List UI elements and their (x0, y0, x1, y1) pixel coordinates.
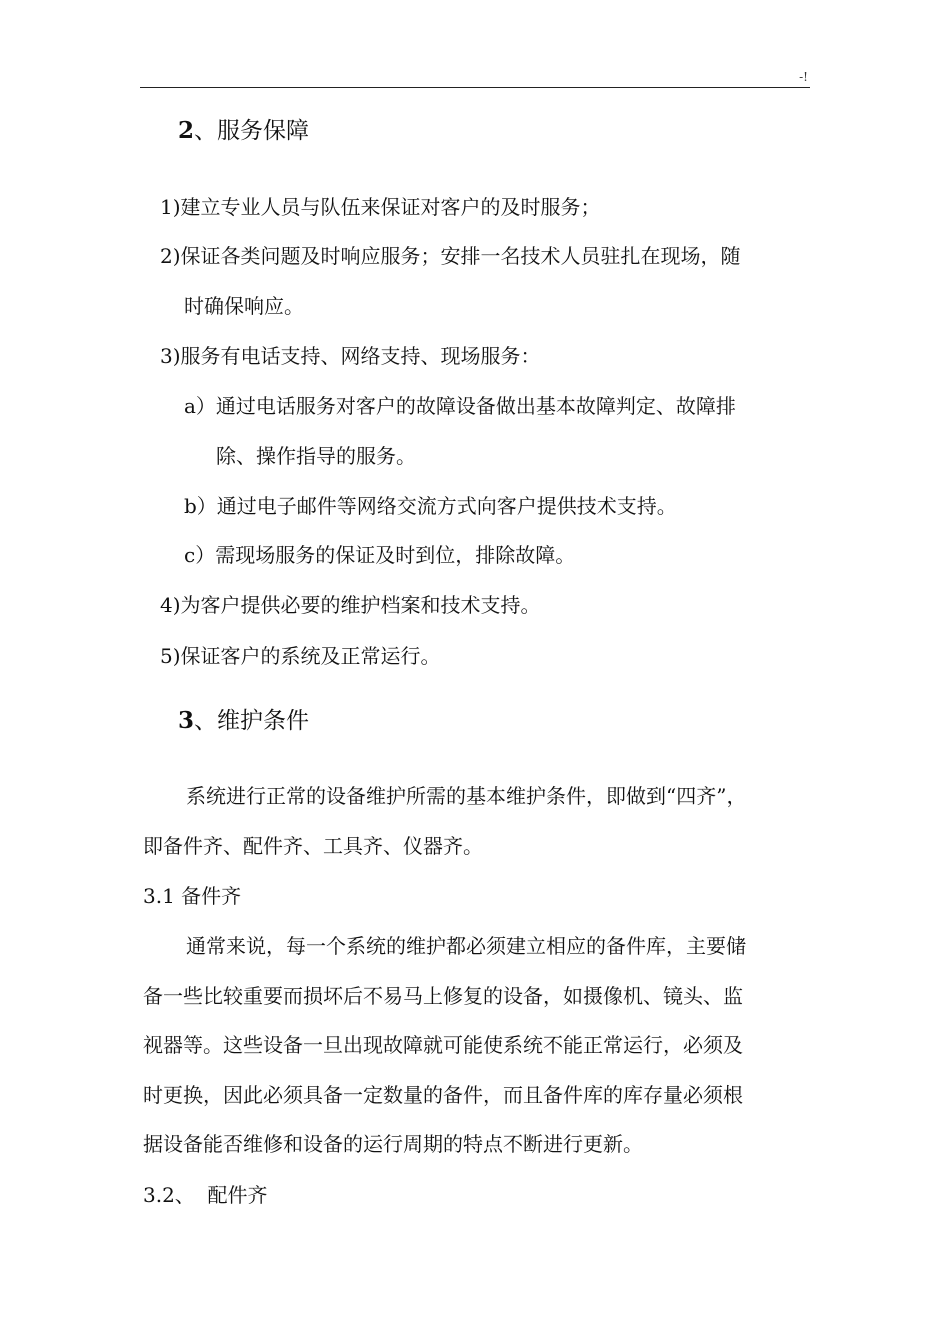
section-2-heading-number: 2 (178, 117, 195, 144)
section-2-heading (178, 117, 309, 145)
sub-item-a-line-2: 除、操作指导的服务。 (216, 444, 416, 468)
subsection-3-1-line-5: 据设备能否维修和设备的运行周期的特点不断进行更新。 (143, 1132, 643, 1156)
sub-item-c: c）需现场服务的保证及时到位，排除故障。 (184, 543, 576, 567)
subsection-3-1-line-1: 通常来说，每一个系统的维护都必须建立相应的备件库，主要储 (186, 934, 746, 958)
section-3-intro-line-1: 系统进行正常的设备维护所需的基本维护条件，即做到“四齐”， (186, 784, 747, 808)
sub-item-b: b）通过电子邮件等网络交流方式向客户提供技术支持。 (184, 494, 677, 518)
sub-item-a-line-1: a）通过电话服务对客户的故障设备做出基本故障判定、故障排 (184, 394, 736, 418)
page-number-mark: -! (799, 70, 808, 84)
subsection-3-1-line-3: 视器等。这些设备一旦出现故障就可能使系统不能正常运行，必须及 (143, 1033, 743, 1057)
list-item-1: 1)建立专业人员与队伍来保证对客户的及时服务； (160, 195, 601, 219)
list-item-4: 4)为客户提供必要的维护档案和技术支持。 (160, 593, 541, 617)
subsection-3-1-line-4: 时更换，因此必须具备一定数量的备件，而且备件库的库存量必须根 (143, 1083, 743, 1107)
section-2-heading-text: 、服务保障 (194, 118, 310, 144)
header-rule (140, 87, 810, 88)
subsection-3-1-line-2: 备一些比较重要而损坏后不易马上修复的设备，如摄像机、镜头、监 (143, 984, 743, 1008)
section-3-intro-line-2: 即备件齐、配件齐、工具齐、仪器齐。 (143, 834, 483, 858)
section-3-heading (178, 707, 309, 735)
subsection-3-1-title: 3.1 备件齐 (143, 884, 242, 908)
list-item-2-line-1: 2)保证各类问题及时响应服务；安排一名技术人员驻扎在现场，随 (160, 244, 741, 268)
section-3-heading-number: 3 (178, 707, 195, 734)
list-item-2-line-2: 时确保响应。 (184, 294, 304, 318)
list-item-5: 5)保证客户的系统及正常运行。 (160, 644, 441, 668)
subsection-3-2-title: 3.2、 配件齐 (143, 1183, 268, 1207)
list-item-3: 3)服务有电话支持、网络支持、现场服务： (160, 344, 541, 368)
section-3-heading-text: 、维护条件 (194, 708, 310, 734)
